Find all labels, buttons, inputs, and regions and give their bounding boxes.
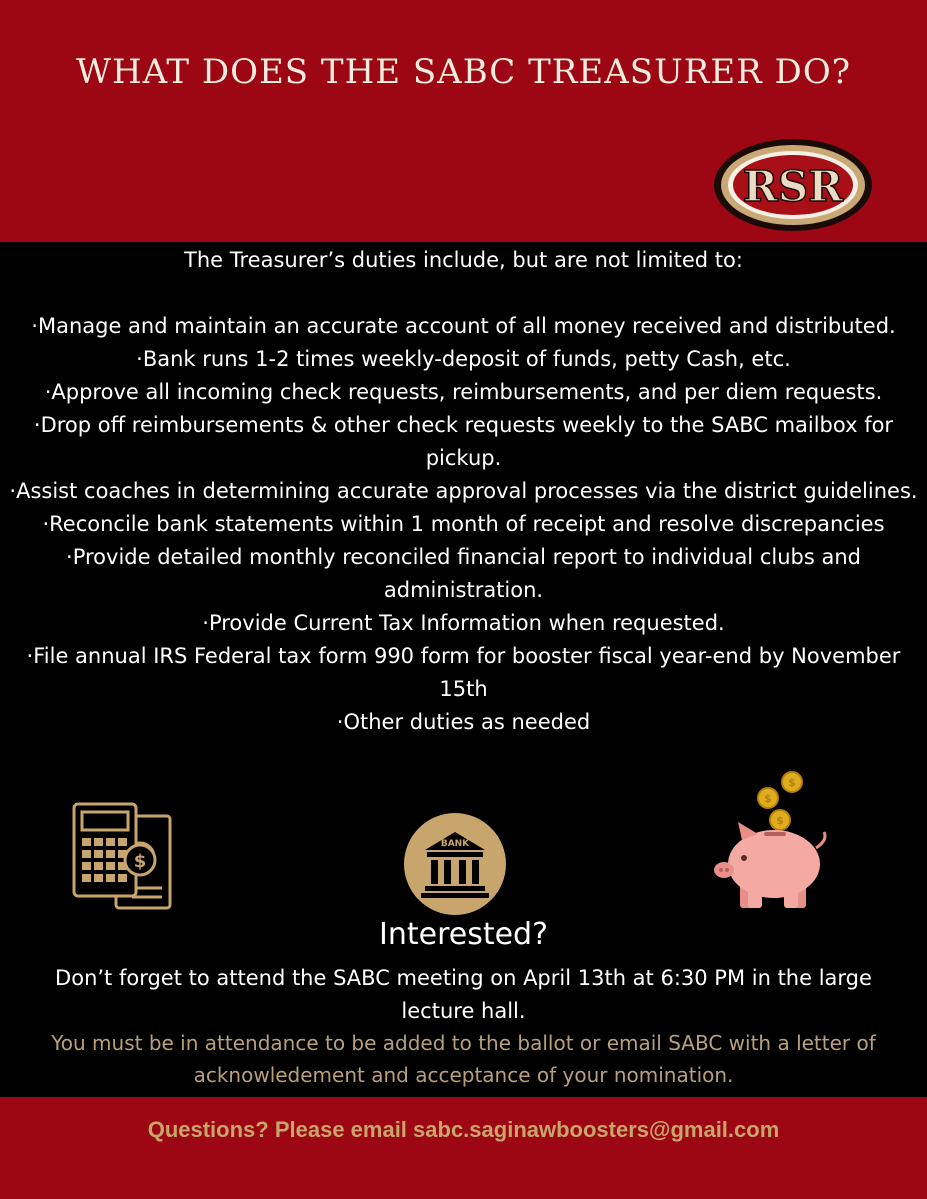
list-item: ·Provide Current Tax Information when requested. — [202, 611, 725, 635]
piggy-bank-icon — [712, 770, 840, 910]
list-item: ·Bank runs 1-2 times weekly-deposit of funds, petty Cash, etc. — [136, 347, 791, 371]
calculator-invoice-icon — [70, 802, 176, 910]
rsr-logo — [712, 137, 874, 233]
svg-text:$: $ — [788, 776, 796, 789]
icon-row — [0, 770, 927, 920]
list-item: ·Drop off reimbursements & other check requests weekly to the SABC mailbox for pickup. — [33, 413, 894, 470]
duties-intro: The Treasurer’s duties include, but are not limited to: — [184, 248, 743, 272]
svg-text:$: $ — [133, 851, 147, 872]
meeting-text: Don’t forget to attend the SABC meeting on April 13th at 6:30 PM in the large lecture hall. — [55, 966, 872, 1023]
list-item: ·Approve all incoming check requests, reimbursements, and per diem requests. — [44, 380, 883, 404]
list-item: ·Other duties as needed — [336, 710, 591, 734]
interested-heading: Interested? — [378, 917, 549, 952]
questions-email[interactable]: Questions? Please email sabc.saginawboosters@gmail.com — [147, 1117, 780, 1142]
list-item: ·File annual IRS Federal tax form 990 form for booster fiscal year-end by November 15th — [26, 644, 901, 701]
svg-text:$: $ — [776, 814, 784, 827]
bank-icon — [403, 812, 507, 916]
page-title: WHAT DOES THE SABC TREASURER DO? — [76, 52, 851, 92]
svg-text:$: $ — [764, 792, 772, 805]
duties-section — [0, 244, 927, 739]
attendance-note: You must be in attendance to be added to the ballot or email SABC with a letter of acknowledement and acceptance of your nomination. — [51, 1031, 876, 1087]
footer-band — [0, 1097, 927, 1199]
list-item: ·Reconcile bank statements within 1 month of receipt and resolve discrepancies — [42, 512, 885, 536]
list-item: ·Provide detailed monthly reconciled financial report to individual clubs and administration. — [66, 545, 861, 602]
bank-label: BANK — [440, 839, 470, 849]
duties-list — [0, 310, 927, 739]
logo-text: RSR — [742, 162, 844, 211]
list-item: ·Assist coaches in determining accurate approval processes via the district guidelines. — [9, 479, 918, 503]
list-item: ·Manage and maintain an accurate account of all money received and distributed. — [31, 314, 896, 338]
